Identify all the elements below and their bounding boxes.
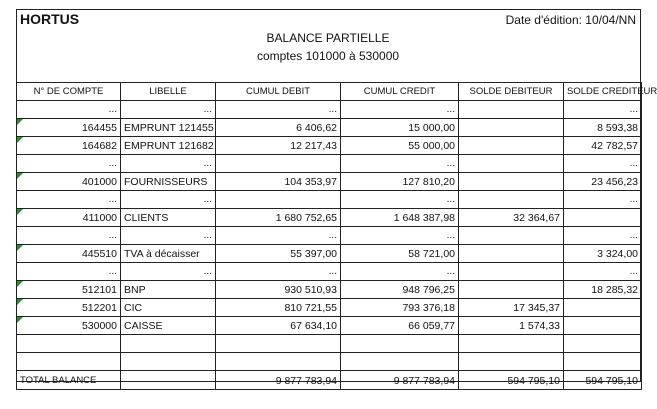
solde-debiteur-cell	[459, 173, 564, 191]
total-solde-crediteur: 594 795,10	[564, 371, 642, 390]
debit-cell: 104 353,97	[216, 173, 341, 191]
label-cell: CLIENTS	[121, 209, 216, 227]
account-cell: ...	[17, 191, 121, 209]
table-row	[17, 155, 642, 173]
label-cell: ...	[121, 101, 216, 119]
empty-cell	[341, 353, 459, 371]
table-row	[17, 245, 642, 263]
account-cell: 401000	[17, 173, 121, 191]
account-cell: ...	[17, 155, 121, 173]
balance-table	[16, 82, 657, 390]
account-cell: 512101	[17, 281, 121, 299]
empty-cell	[341, 335, 459, 353]
report-title: BALANCE PARTIELLE	[266, 31, 390, 45]
account-cell: 445510	[17, 245, 121, 263]
col-header-credit: CUMUL CREDIT	[341, 83, 459, 101]
solde-crediteur-cell: 3 324,00	[564, 245, 642, 263]
col-header-account: N° DE COMPTE	[17, 83, 121, 101]
table-row	[17, 101, 642, 119]
credit-cell: 66 059,77	[341, 317, 459, 335]
solde-crediteur-cell	[564, 317, 642, 335]
total-credit: 9 877 783,94	[341, 371, 459, 390]
company-name: HORTUS	[20, 11, 80, 27]
solde-debiteur-cell	[459, 137, 564, 155]
label-cell: BNP	[121, 281, 216, 299]
solde-crediteur-cell: ...	[564, 101, 642, 119]
account-cell: ...	[17, 227, 121, 245]
account-cell: 530000	[17, 317, 121, 335]
col-header-debit: CUMUL DEBIT	[216, 83, 341, 101]
col-header-solde-debiteur: SOLDE DEBITEUR	[459, 83, 564, 101]
credit-cell: ...	[341, 191, 459, 209]
solde-crediteur-cell: ...	[564, 155, 642, 173]
credit-cell: 58 721,00	[341, 245, 459, 263]
report-subtitle: comptes 101000 à 530000	[256, 49, 400, 63]
label-cell: ...	[121, 263, 216, 281]
empty-cell	[216, 353, 341, 371]
empty-cell	[216, 335, 341, 353]
debit-cell: 930 510,93	[216, 281, 341, 299]
account-cell: ...	[17, 263, 121, 281]
solde-debiteur-cell	[459, 245, 564, 263]
label-cell: ...	[121, 155, 216, 173]
credit-cell: ...	[341, 227, 459, 245]
account-cell: 512201	[17, 299, 121, 317]
label-cell: CIC	[121, 299, 216, 317]
solde-debiteur-cell	[459, 281, 564, 299]
table-row	[17, 173, 642, 191]
empty-cell	[459, 353, 564, 371]
credit-cell: 15 000,00	[341, 119, 459, 137]
credit-cell: 793 376,18	[341, 299, 459, 317]
debit-cell: 810 721,55	[216, 299, 341, 317]
empty-cell	[564, 353, 642, 371]
debit-cell: 6 406,62	[216, 119, 341, 137]
debit-cell: ...	[216, 101, 341, 119]
label-cell: EMPRUNT 121682	[121, 137, 216, 155]
debit-cell: 67 634,10	[216, 317, 341, 335]
solde-crediteur-cell	[564, 209, 642, 227]
total-label: TOTAL BALANCE	[17, 371, 121, 390]
table-row	[17, 137, 642, 155]
table-row	[17, 263, 642, 281]
col-header-solde-crediteur: SOLDE CREDITEUR	[564, 83, 642, 101]
solde-crediteur-cell: 23 456,23	[564, 173, 642, 191]
empty-cell	[17, 353, 121, 371]
account-cell: ...	[17, 101, 121, 119]
empty-cell	[121, 353, 216, 371]
account-cell: 164682	[17, 137, 121, 155]
solde-debiteur-cell	[459, 101, 564, 119]
credit-cell: ...	[341, 155, 459, 173]
solde-debiteur-cell: 32 364,67	[459, 209, 564, 227]
empty-cell	[121, 371, 216, 390]
label-cell: FOURNISSEURS	[121, 173, 216, 191]
total-row	[17, 371, 642, 390]
solde-debiteur-cell: 17 345,37	[459, 299, 564, 317]
total-solde-debiteur: 594 795,10	[459, 371, 564, 390]
empty-row	[17, 335, 642, 353]
col-header-label: LIBELLE	[121, 83, 216, 101]
credit-cell: 948 796,25	[341, 281, 459, 299]
debit-cell	[216, 155, 341, 173]
table-row	[17, 227, 642, 245]
debit-cell: ...	[216, 227, 341, 245]
account-cell: 164455	[17, 119, 121, 137]
credit-cell: 127 810,20	[341, 173, 459, 191]
solde-crediteur-cell	[564, 299, 642, 317]
solde-debiteur-cell	[459, 191, 564, 209]
table-row	[17, 281, 642, 299]
label-cell: TVA à décaisser	[121, 245, 216, 263]
table-row	[17, 317, 642, 335]
empty-cell	[121, 335, 216, 353]
solde-debiteur-cell	[459, 155, 564, 173]
table-row	[17, 299, 642, 317]
solde-debiteur-cell: 1 574,33	[459, 317, 564, 335]
solde-crediteur-cell: 8 593,38	[564, 119, 642, 137]
solde-debiteur-cell	[459, 227, 564, 245]
credit-cell: 1 648 387,98	[341, 209, 459, 227]
solde-crediteur-cell: ...	[564, 227, 642, 245]
solde-crediteur-cell: ...	[564, 191, 642, 209]
label-cell: CAISSE	[121, 317, 216, 335]
empty-cell	[17, 335, 121, 353]
table-row	[17, 209, 642, 227]
debit-cell: ...	[216, 263, 341, 281]
debit-cell: 12 217,43	[216, 137, 341, 155]
solde-debiteur-cell	[459, 119, 564, 137]
debit-cell: 1 680 752,65	[216, 209, 341, 227]
debit-cell	[216, 191, 341, 209]
solde-crediteur-cell: 18 285,32	[564, 281, 642, 299]
total-debit: 9 877 783,94	[216, 371, 341, 390]
label-cell: ...	[121, 227, 216, 245]
edition-date: Date d'édition: 10/04/NN	[505, 13, 636, 27]
table-header-row	[17, 83, 642, 101]
empty-row	[17, 353, 642, 371]
table-row	[17, 119, 642, 137]
table-row	[17, 191, 642, 209]
label-cell: ...	[121, 191, 216, 209]
solde-crediteur-cell: 42 782,57	[564, 137, 642, 155]
credit-cell: ...	[341, 263, 459, 281]
credit-cell: ...	[341, 101, 459, 119]
label-cell: EMPRUNT 121455	[121, 119, 216, 137]
debit-cell: 55 397,00	[216, 245, 341, 263]
empty-cell	[564, 335, 642, 353]
empty-cell	[459, 335, 564, 353]
account-cell: 411000	[17, 209, 121, 227]
solde-crediteur-cell: ...	[564, 263, 642, 281]
credit-cell: 55 000,00	[341, 137, 459, 155]
solde-debiteur-cell	[459, 263, 564, 281]
